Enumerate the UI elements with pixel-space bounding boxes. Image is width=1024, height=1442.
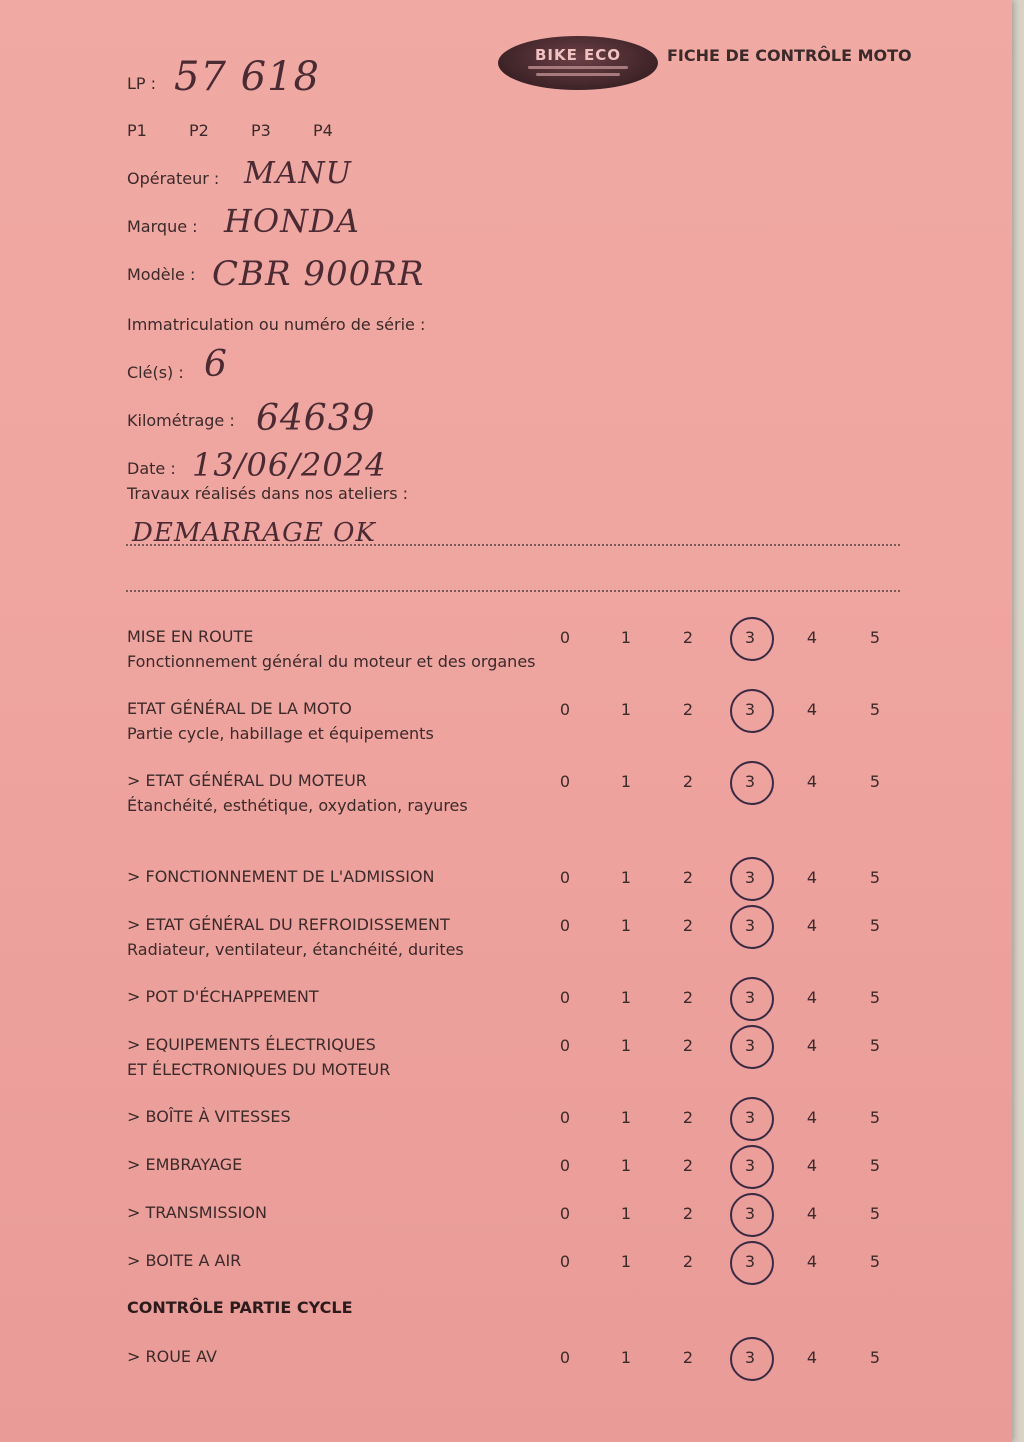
score-option-5[interactable]: 5 xyxy=(869,1108,881,1127)
row-subtitle: Radiateur, ventilateur, étanchéité, durites xyxy=(127,940,464,959)
score-option-4[interactable]: 4 xyxy=(806,628,818,647)
score-option-4[interactable]: 4 xyxy=(806,1252,818,1271)
kilometrage-label: Kilométrage : xyxy=(127,411,235,430)
row-title: > BOÎTE À VITESSES xyxy=(127,1107,291,1126)
score-option-0[interactable]: 0 xyxy=(559,1204,571,1223)
score-option-1[interactable]: 1 xyxy=(620,988,632,1007)
score-option-5[interactable]: 5 xyxy=(869,868,881,887)
selected-score-circle xyxy=(730,1337,774,1381)
score-option-4[interactable]: 4 xyxy=(806,1348,818,1367)
score-option-4[interactable]: 4 xyxy=(806,1156,818,1175)
travaux-value: DEMARRAGE OK xyxy=(132,518,376,548)
selected-score-circle xyxy=(730,689,774,733)
logo-stripe xyxy=(528,66,628,69)
p1-label: P1 xyxy=(127,121,147,140)
score-option-5[interactable]: 5 xyxy=(869,916,881,935)
immatriculation-label: Immatriculation ou numéro de série : xyxy=(127,315,426,334)
row-subtitle: Étanchéité, esthétique, oxydation, rayures xyxy=(127,796,468,815)
section-partie-cycle: CONTRÔLE PARTIE CYCLE xyxy=(127,1298,353,1317)
score-option-5[interactable]: 5 xyxy=(869,1156,881,1175)
score-option-1[interactable]: 1 xyxy=(620,1036,632,1055)
score-option-0[interactable]: 0 xyxy=(559,868,571,887)
selected-score-circle xyxy=(730,1097,774,1141)
score-option-0[interactable]: 0 xyxy=(559,1108,571,1127)
score-option-2[interactable]: 2 xyxy=(682,1348,694,1367)
score-option-3[interactable]: 3 xyxy=(744,628,756,647)
score-option-4[interactable]: 4 xyxy=(806,988,818,1007)
row-subtitle: Fonctionnement général du moteur et des organes xyxy=(127,652,536,671)
modele-value: CBR 900RR xyxy=(212,254,425,294)
travaux-label: Travaux réalisés dans nos ateliers : xyxy=(127,484,409,503)
score-option-3[interactable]: 3 xyxy=(744,988,756,1007)
score-option-1[interactable]: 1 xyxy=(620,628,632,647)
logo-text: BIKE ECO xyxy=(534,46,622,64)
kilometrage-value: 64639 xyxy=(256,398,376,439)
selected-score-circle xyxy=(730,905,774,949)
score-option-0[interactable]: 0 xyxy=(559,916,571,935)
score-option-4[interactable]: 4 xyxy=(806,1036,818,1055)
row-title: > ROUE AV xyxy=(127,1347,217,1366)
p2-label: P2 xyxy=(189,121,209,140)
score-option-4[interactable]: 4 xyxy=(806,700,818,719)
score-option-1[interactable]: 1 xyxy=(620,700,632,719)
row-title: > EQUIPEMENTS ÉLECTRIQUES xyxy=(127,1035,376,1054)
score-option-1[interactable]: 1 xyxy=(620,1204,632,1223)
score-option-4[interactable]: 4 xyxy=(806,1108,818,1127)
selected-score-circle xyxy=(730,617,774,661)
bike-eco-logo xyxy=(498,36,658,90)
score-option-5[interactable]: 5 xyxy=(869,1036,881,1055)
row-title: > ETAT GÉNÉRAL DU REFROIDISSEMENT xyxy=(127,915,450,934)
selected-score-circle xyxy=(730,857,774,901)
score-option-0[interactable]: 0 xyxy=(559,700,571,719)
operateur-label: Opérateur : xyxy=(127,169,220,188)
score-option-5[interactable]: 5 xyxy=(869,1204,881,1223)
lp-value: 57 618 xyxy=(174,54,320,100)
score-option-1[interactable]: 1 xyxy=(620,772,632,791)
lp-label: LP : xyxy=(127,74,157,93)
score-option-2[interactable]: 2 xyxy=(682,1036,694,1055)
row-title: > TRANSMISSION xyxy=(127,1203,267,1222)
score-option-2[interactable]: 2 xyxy=(682,700,694,719)
document-title: FICHE DE CONTRÔLE MOTO xyxy=(667,46,912,65)
score-option-3[interactable]: 3 xyxy=(744,868,756,887)
row-title: > EMBRAYAGE xyxy=(127,1155,243,1174)
score-option-0[interactable]: 0 xyxy=(559,628,571,647)
score-option-5[interactable]: 5 xyxy=(869,1348,881,1367)
selected-score-circle xyxy=(730,977,774,1021)
selected-score-circle xyxy=(730,1145,774,1189)
score-option-0[interactable]: 0 xyxy=(559,1156,571,1175)
score-option-1[interactable]: 1 xyxy=(620,916,632,935)
score-option-2[interactable]: 2 xyxy=(682,628,694,647)
score-option-0[interactable]: 0 xyxy=(559,1036,571,1055)
score-option-0[interactable]: 0 xyxy=(559,1252,571,1271)
row-title: MISE EN ROUTE xyxy=(127,627,254,646)
p3-label: P3 xyxy=(251,121,271,140)
row-title: > BOITE A AIR xyxy=(127,1251,242,1270)
score-option-4[interactable]: 4 xyxy=(806,1204,818,1223)
marque-label: Marque : xyxy=(127,217,198,236)
row-subtitle: ET ÉLECTRONIQUES DU MOTEUR xyxy=(127,1060,391,1079)
score-option-0[interactable]: 0 xyxy=(559,1348,571,1367)
score-option-5[interactable]: 5 xyxy=(869,772,881,791)
modele-label: Modèle : xyxy=(127,265,196,284)
marque-value: HONDA xyxy=(224,202,360,240)
row-subtitle: Partie cycle, habillage et équipements xyxy=(127,724,434,743)
score-option-3[interactable]: 3 xyxy=(744,1348,756,1367)
score-option-5[interactable]: 5 xyxy=(869,988,881,1007)
p4-label: P4 xyxy=(313,121,333,140)
selected-score-circle xyxy=(730,1193,774,1237)
row-title: > FONCTIONNEMENT DE L'ADMISSION xyxy=(127,867,435,886)
score-option-3[interactable]: 3 xyxy=(744,1252,756,1271)
score-option-3[interactable]: 3 xyxy=(744,1204,756,1223)
row-title: > POT D'ÉCHAPPEMENT xyxy=(127,987,319,1006)
date-value: 13/06/2024 xyxy=(192,446,387,484)
logo-stripe xyxy=(536,73,620,76)
dotted-line xyxy=(126,544,900,546)
score-option-3[interactable]: 3 xyxy=(744,700,756,719)
score-option-2[interactable]: 2 xyxy=(682,772,694,791)
score-option-2[interactable]: 2 xyxy=(682,1204,694,1223)
score-option-0[interactable]: 0 xyxy=(559,772,571,791)
score-option-2[interactable]: 2 xyxy=(682,1252,694,1271)
score-option-1[interactable]: 1 xyxy=(620,1156,632,1175)
score-option-3[interactable]: 3 xyxy=(744,1156,756,1175)
operateur-value: MANU xyxy=(244,156,352,191)
score-option-2[interactable]: 2 xyxy=(682,916,694,935)
score-option-2[interactable]: 2 xyxy=(682,988,694,1007)
score-option-4[interactable]: 4 xyxy=(806,772,818,791)
score-option-2[interactable]: 2 xyxy=(682,1108,694,1127)
selected-score-circle xyxy=(730,761,774,805)
score-option-3[interactable]: 3 xyxy=(744,1108,756,1127)
selected-score-circle xyxy=(730,1025,774,1069)
selected-score-circle xyxy=(730,1241,774,1285)
score-option-3[interactable]: 3 xyxy=(744,916,756,935)
row-title: ETAT GÉNÉRAL DE LA MOTO xyxy=(127,699,352,718)
score-option-1[interactable]: 1 xyxy=(620,1252,632,1271)
score-option-5[interactable]: 5 xyxy=(869,700,881,719)
cles-label: Clé(s) : xyxy=(127,363,184,382)
score-option-4[interactable]: 4 xyxy=(806,868,818,887)
score-option-1[interactable]: 1 xyxy=(620,868,632,887)
row-title: > ETAT GÉNÉRAL DU MOTEUR xyxy=(127,771,367,790)
dotted-line xyxy=(126,590,900,592)
score-option-3[interactable]: 3 xyxy=(744,1036,756,1055)
date-label: Date : xyxy=(127,459,176,478)
score-option-0[interactable]: 0 xyxy=(559,988,571,1007)
score-option-2[interactable]: 2 xyxy=(682,1156,694,1175)
score-option-1[interactable]: 1 xyxy=(620,1348,632,1367)
cles-value: 6 xyxy=(204,344,228,385)
score-option-1[interactable]: 1 xyxy=(620,1108,632,1127)
score-option-5[interactable]: 5 xyxy=(869,1252,881,1271)
score-option-3[interactable]: 3 xyxy=(744,772,756,791)
score-option-5[interactable]: 5 xyxy=(869,628,881,647)
score-option-2[interactable]: 2 xyxy=(682,868,694,887)
score-option-4[interactable]: 4 xyxy=(806,916,818,935)
